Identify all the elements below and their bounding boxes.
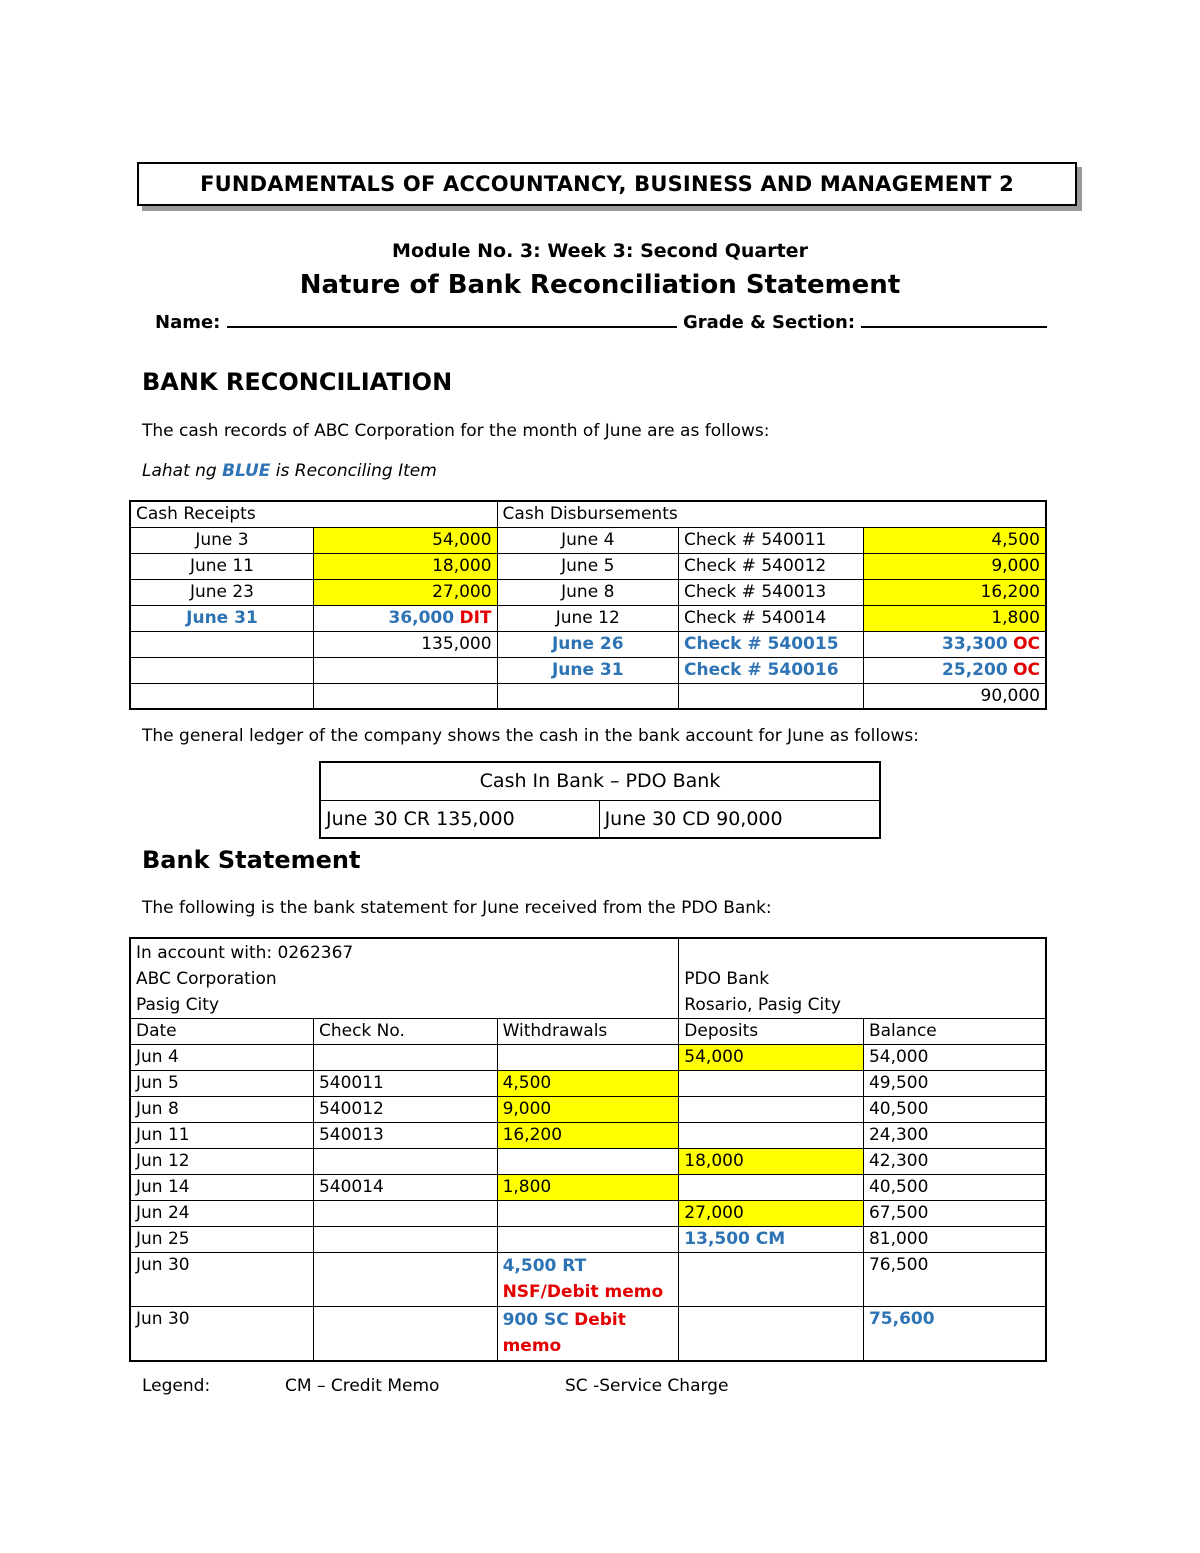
debit-memo-tag: Debit memo — [502, 1310, 626, 1356]
bs-date: Jun 12 — [130, 1149, 313, 1175]
bs-check — [313, 1045, 497, 1071]
ledger-debit: June 30 CR 135,000 — [320, 800, 599, 838]
bs-withdrawal: 1,800 — [497, 1175, 679, 1201]
disb-date: June 26 — [497, 631, 678, 657]
name-grade-line — [155, 308, 1047, 333]
bs-deposit — [679, 1307, 864, 1361]
bs-withdrawal — [497, 1149, 679, 1175]
note-blue-word: BLUE — [222, 461, 271, 481]
receipt-total: 135,000 — [313, 631, 497, 657]
bank-name: PDO Bank — [684, 969, 770, 989]
bs-check — [313, 1201, 497, 1227]
disb-check: Check # 540012 — [678, 553, 863, 579]
table-row — [130, 1123, 1046, 1149]
bs-balance: 40,500 — [863, 1097, 1046, 1123]
disb-amount: 4,500 — [863, 527, 1046, 553]
oc-tag: OC — [1013, 634, 1040, 654]
disb-amount-cell — [863, 657, 1046, 683]
table-row — [130, 683, 1046, 709]
disb-date: June 4 — [497, 527, 678, 553]
disb-check: Check # 540015 — [678, 631, 863, 657]
disb-date: June 31 — [497, 657, 678, 683]
receipt-date — [130, 631, 313, 657]
receipt-amount: 54,000 — [313, 527, 497, 553]
bs-date: Jun 25 — [130, 1227, 313, 1253]
bs-deposit — [679, 1253, 864, 1307]
bs-withdrawal: 4,500 — [497, 1071, 679, 1097]
bs-date: Jun 14 — [130, 1175, 313, 1201]
disb-amount: 33,300 — [942, 634, 1008, 654]
bs-check: 540012 — [313, 1097, 497, 1123]
receipt-date: June 3 — [130, 527, 313, 553]
grade-label: Grade & Section: — [682, 312, 856, 333]
cash-receipts-header: Cash Receipts — [130, 501, 497, 527]
name-label: Name: — [155, 312, 221, 333]
oc-tag: OC — [1013, 660, 1040, 680]
module-line: Module No. 3: Week 3: Second Quarter — [392, 240, 808, 262]
table-row — [130, 631, 1046, 657]
bs-check — [313, 1253, 497, 1307]
legend-label: Legend: — [142, 1376, 211, 1396]
disb-amount: 16,200 — [863, 579, 1046, 605]
table-row — [130, 1253, 1046, 1307]
disb-check: Check # 540011 — [678, 527, 863, 553]
bs-withdrawal-cell — [497, 1253, 679, 1307]
disb-total: 90,000 — [863, 683, 1046, 709]
disb-amount: 25,200 — [942, 660, 1008, 680]
bs-deposit: 27,000 — [679, 1201, 864, 1227]
receipt-date: June 31 — [130, 605, 313, 631]
account-line: In account with: 0262367 — [136, 943, 354, 963]
topic-title: Nature of Bank Reconciliation Statement — [299, 270, 901, 300]
bs-check: 540011 — [313, 1071, 497, 1097]
note-suffix: is Reconciling Item — [270, 461, 437, 481]
receipt-date — [130, 657, 313, 683]
bs-date: Jun 30 — [130, 1253, 313, 1307]
bank-statement-intro: The following is the bank statement for June received from the PDO Bank: — [142, 898, 772, 918]
col-check-no: Check No. — [313, 1019, 497, 1045]
table-row — [130, 1045, 1046, 1071]
account-info — [130, 938, 679, 1019]
bs-withdrawal — [497, 1045, 679, 1071]
bs-check — [313, 1149, 497, 1175]
table-row — [130, 657, 1046, 683]
cash-records-intro: The cash records of ABC Corporation for the month of June are as follows: — [142, 421, 770, 441]
bs-withdrawal — [497, 1201, 679, 1227]
ledger-credit: June 30 CD 90,000 — [599, 800, 880, 838]
bank-statement-table — [129, 937, 1047, 1362]
receipt-amount: 18,000 — [313, 553, 497, 579]
bs-balance: 49,500 — [863, 1071, 1046, 1097]
col-date: Date — [130, 1019, 313, 1045]
bank-info — [679, 938, 1046, 1019]
disb-date: June 5 — [497, 553, 678, 579]
disb-amount-cell — [863, 631, 1046, 657]
cash-records-table — [129, 500, 1047, 710]
bs-deposit — [679, 1071, 864, 1097]
table-row — [130, 1201, 1046, 1227]
receipt-amount-cell — [313, 605, 497, 631]
bs-check — [313, 1227, 497, 1253]
bs-date: Jun 11 — [130, 1123, 313, 1149]
bs-balance-final: 75,600 — [863, 1307, 1046, 1361]
document-title: FUNDAMENTALS OF ACCOUNTANCY, BUSINESS AND MANAGEMENT 2 — [137, 162, 1077, 206]
receipt-amount: 36,000 — [388, 608, 455, 628]
nsf-debit-memo-tag: NSF/Debit memo — [502, 1282, 664, 1302]
bs-date: Jun 5 — [130, 1071, 313, 1097]
receipt-date: June 23 — [130, 579, 313, 605]
ledger-intro: The general ledger of the company shows the cash in the bank account for June as follows: — [142, 726, 919, 746]
disb-date — [497, 683, 678, 709]
bs-withdrawal-sc: 900 SC — [502, 1310, 569, 1330]
bs-withdrawal — [497, 1227, 679, 1253]
disb-check: Check # 540014 — [678, 605, 863, 631]
disb-date: June 8 — [497, 579, 678, 605]
grade-field[interactable] — [861, 308, 1047, 328]
table-row — [130, 527, 1046, 553]
bs-balance: 42,300 — [863, 1149, 1046, 1175]
bs-withdrawal: 16,200 — [497, 1123, 679, 1149]
table-row — [130, 1071, 1046, 1097]
bank-city: Rosario, Pasig City — [684, 995, 841, 1015]
table-row — [130, 579, 1046, 605]
company-city: Pasig City — [136, 995, 219, 1015]
legend-cm: CM – Credit Memo — [285, 1376, 440, 1396]
bs-deposit — [679, 1123, 864, 1149]
table-row — [130, 1307, 1046, 1361]
bs-balance: 24,300 — [863, 1123, 1046, 1149]
ledger-title: Cash In Bank – PDO Bank — [320, 762, 880, 800]
bs-withdrawal: 9,000 — [497, 1097, 679, 1123]
receipt-date: June 11 — [130, 553, 313, 579]
table-row — [130, 1175, 1046, 1201]
name-field[interactable] — [227, 308, 677, 328]
receipt-amount — [313, 657, 497, 683]
bs-withdrawal-rt: 4,500 RT — [502, 1256, 587, 1276]
bs-check — [313, 1307, 497, 1361]
reconciling-note — [142, 461, 437, 481]
bs-deposit — [679, 1097, 864, 1123]
cash-disbursements-header: Cash Disbursements — [497, 501, 1046, 527]
bs-withdrawal-cell — [497, 1307, 679, 1361]
bs-balance: 76,500 — [863, 1253, 1046, 1307]
col-deposits: Deposits — [679, 1019, 864, 1045]
disb-check — [678, 683, 863, 709]
bs-date: Jun 24 — [130, 1201, 313, 1227]
bank-reconciliation-heading: BANK RECONCILIATION — [142, 368, 453, 396]
bs-deposit-credit-memo: 13,500 CM — [679, 1227, 864, 1253]
bank-header-row — [130, 1019, 1046, 1045]
dit-tag: DIT — [459, 608, 492, 628]
receipt-date — [130, 683, 313, 709]
table-header-row — [130, 501, 1046, 527]
bs-date: Jun 8 — [130, 1097, 313, 1123]
bs-balance: 67,500 — [863, 1201, 1046, 1227]
table-row — [130, 1149, 1046, 1175]
bs-balance: 81,000 — [863, 1227, 1046, 1253]
bank-statement-heading: Bank Statement — [142, 846, 361, 874]
bs-deposit — [679, 1175, 864, 1201]
legend-sc: SC -Service Charge — [565, 1376, 729, 1396]
company-name: ABC Corporation — [136, 969, 277, 989]
ledger-t-account — [319, 761, 881, 839]
bs-date: Jun 30 — [130, 1307, 313, 1361]
receipt-amount — [313, 683, 497, 709]
table-row — [130, 1227, 1046, 1253]
disb-amount: 1,800 — [863, 605, 1046, 631]
bs-check: 540014 — [313, 1175, 497, 1201]
table-row — [130, 1097, 1046, 1123]
bs-check: 540013 — [313, 1123, 497, 1149]
note-prefix: Lahat ng — [142, 461, 223, 481]
col-balance: Balance — [863, 1019, 1046, 1045]
bs-deposit: 18,000 — [679, 1149, 864, 1175]
table-row — [130, 553, 1046, 579]
bs-balance: 54,000 — [863, 1045, 1046, 1071]
disb-check: Check # 540013 — [678, 579, 863, 605]
table-row — [130, 605, 1046, 631]
disb-date: June 12 — [497, 605, 678, 631]
bs-balance: 40,500 — [863, 1175, 1046, 1201]
col-withdrawals: Withdrawals — [497, 1019, 679, 1045]
bs-deposit: 54,000 — [679, 1045, 864, 1071]
bs-date: Jun 4 — [130, 1045, 313, 1071]
receipt-amount: 27,000 — [313, 579, 497, 605]
disb-amount: 9,000 — [863, 553, 1046, 579]
legend — [142, 1376, 729, 1396]
disb-check: Check # 540016 — [678, 657, 863, 683]
